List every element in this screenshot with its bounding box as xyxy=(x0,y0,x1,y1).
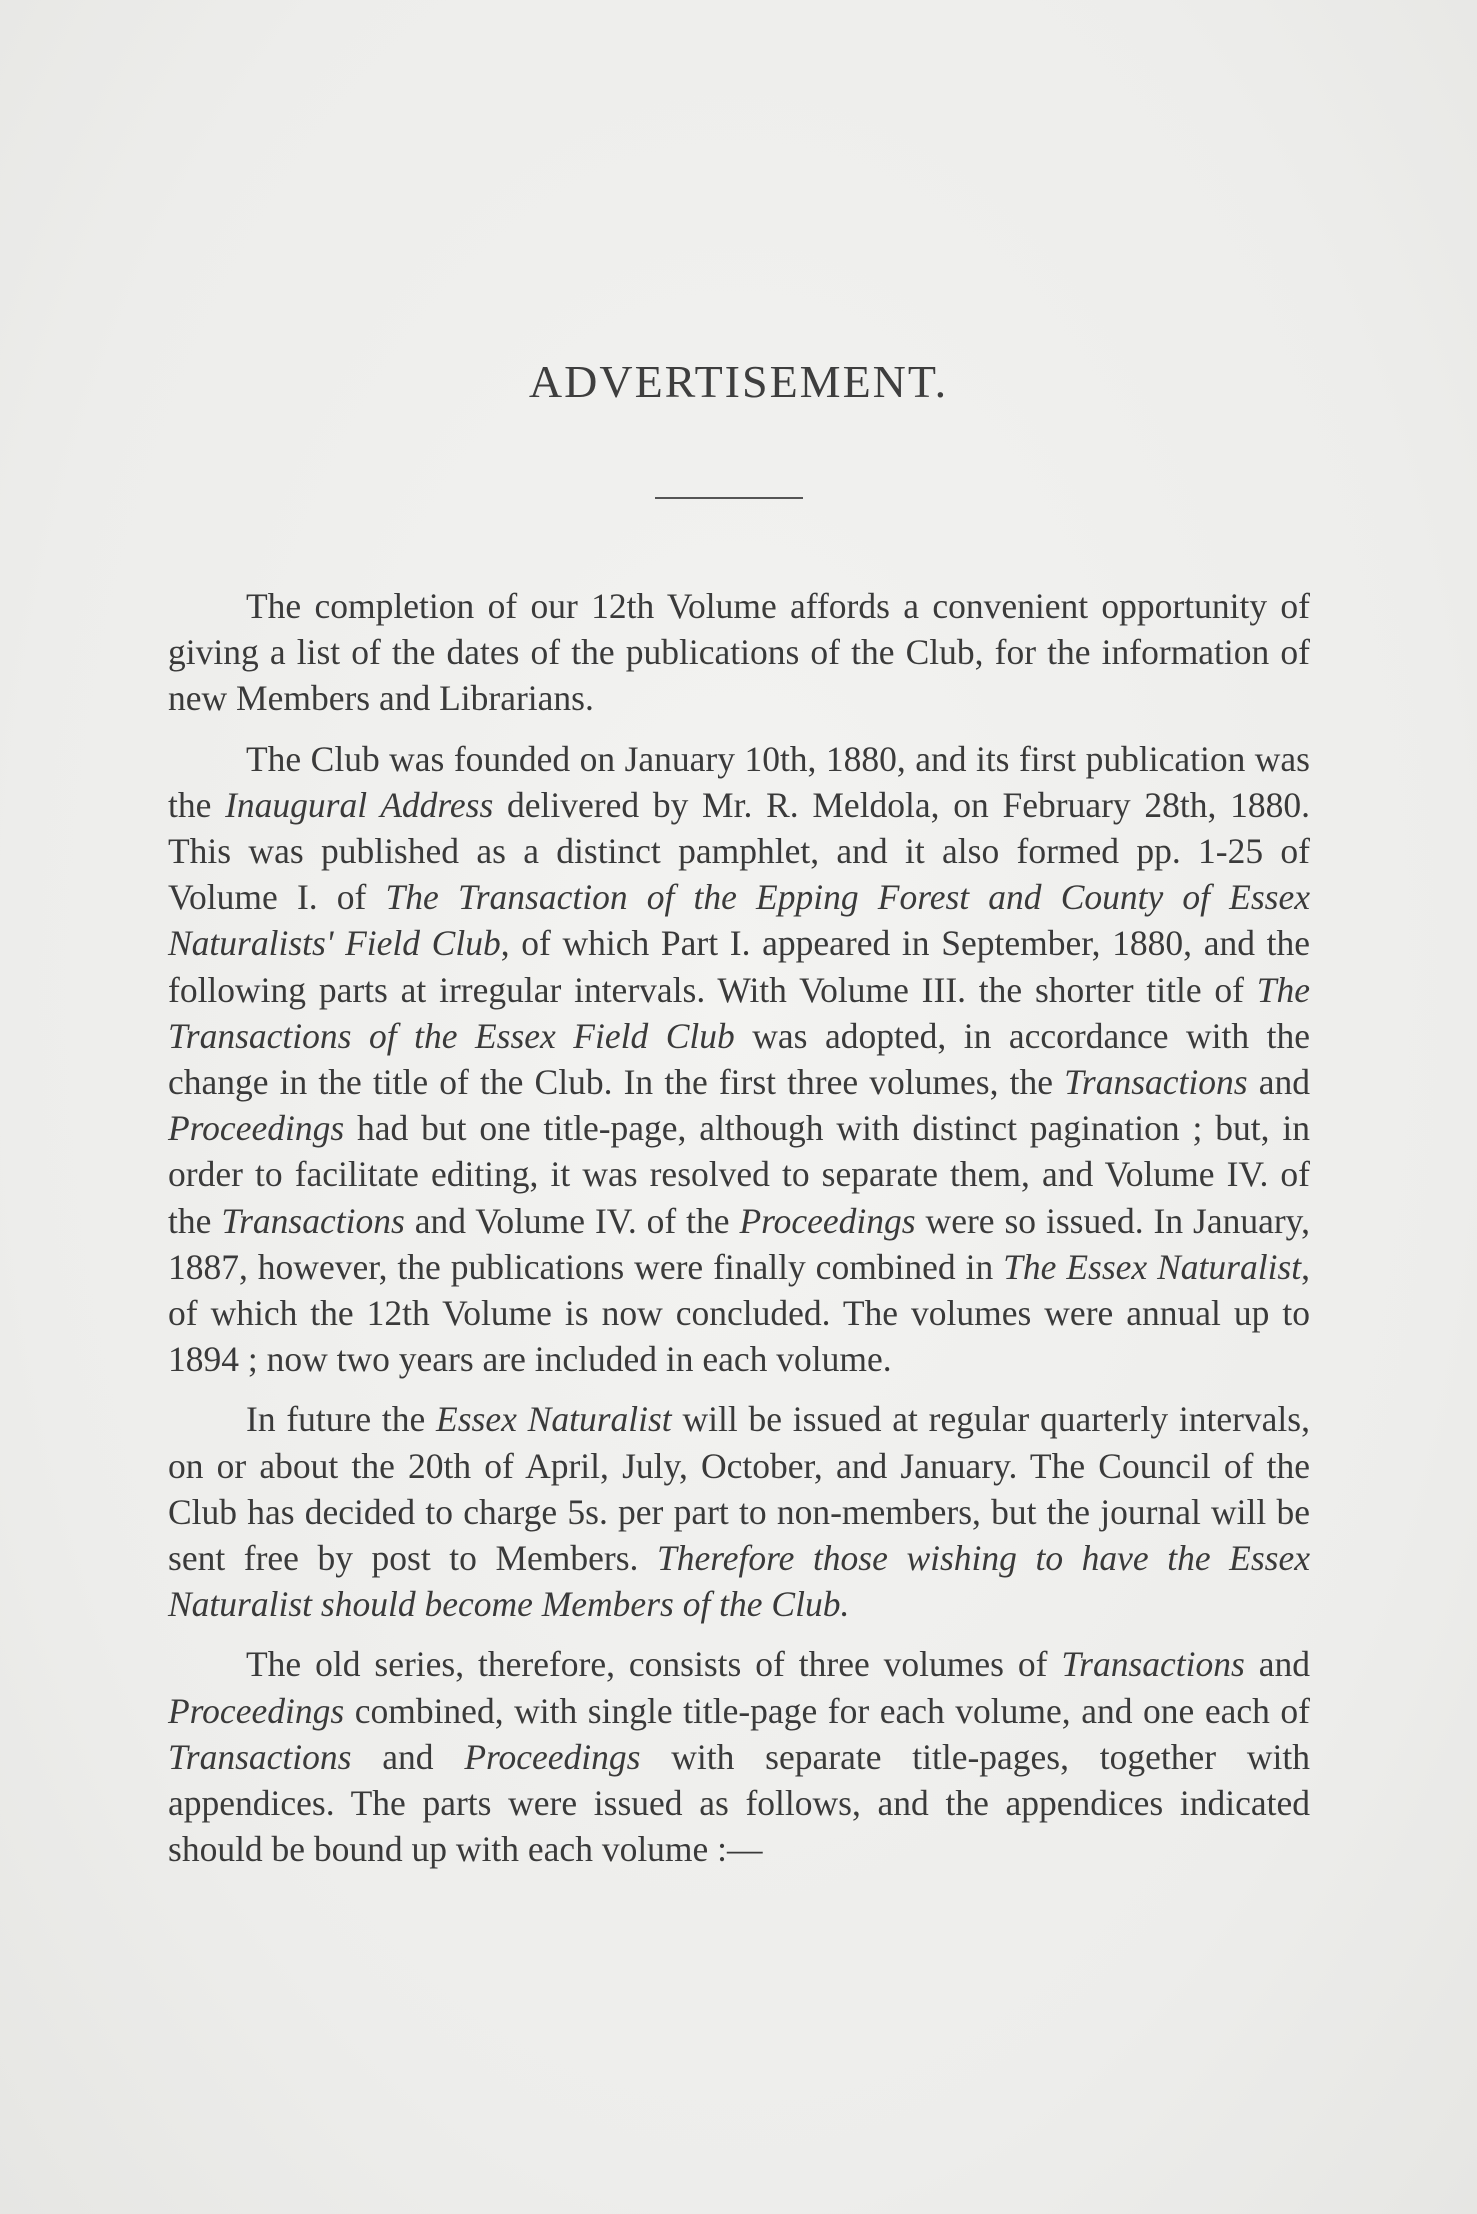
italic-text: Proceedings xyxy=(464,1736,641,1777)
paragraph xyxy=(168,1641,1310,1872)
italic-text: Transactions xyxy=(221,1200,405,1241)
italic-text: Therefore those wishing to have the Essex Naturalist should become Members of the Club. xyxy=(168,1538,1310,1625)
text-run: and xyxy=(351,1736,465,1777)
text-run: had but one title-page, although with distinct pagination ; but, in order to facilitate editing, it was resolved to separate them, and Volume IV. of the xyxy=(168,1108,1310,1241)
italic-text: Essex Naturalist xyxy=(436,1399,672,1440)
text-run: , of which Part I. appeared in September, 1880, and the following parts at irregular intervals. With Volume III. the shorter title of xyxy=(168,923,1310,1010)
italic-text: The Transactions of the Essex Field Club xyxy=(168,969,1310,1056)
text-run: was adopted, in accordance with the change in the title of the Club. In the first three volumes, the xyxy=(168,1015,1310,1103)
paragraph xyxy=(168,1396,1310,1627)
text-run: combined, with single title-page for each volume, and one each of xyxy=(344,1690,1310,1731)
italic-text: Transactions xyxy=(1064,1062,1248,1103)
text-run: delivered by Mr. R. Meldola, on February 28th, 1880. This was published as a distinct pamphlet, and it also formed pp. 1-25 of Volume I. of xyxy=(168,784,1310,918)
text-run: The Club was founded on January 10th, 1880, and its first publication was the xyxy=(168,738,1310,825)
text-run: and xyxy=(1247,1062,1310,1103)
italic-text: Transactions xyxy=(1061,1644,1245,1685)
text-run: were so issued. In January, 1887, however, the publications were finally combined in xyxy=(168,1200,1310,1287)
italic-text: Inaugural Address xyxy=(225,784,494,825)
italic-text: The Essex Naturalist xyxy=(1003,1246,1302,1287)
text-run: and Volume IV. of the xyxy=(404,1200,740,1241)
text-run: , of which the 12th Volume is now concluded. The volumes were annual up to 1894 ; now two years are included in each volume. xyxy=(168,1246,1310,1380)
text-run: with separate title-pages, together with appendices. The parts were issued as follows, and the appendices indicated should be bound up with each volume :— xyxy=(168,1736,1310,1870)
text-run: The old series, therefore, consists of three volumes of xyxy=(246,1644,1062,1685)
paragraph xyxy=(168,583,1310,722)
page-title: ADVERTISEMENT. xyxy=(528,356,949,407)
text-run: and xyxy=(1244,1644,1310,1685)
text-run: The completion of our 12th Volume affords a convenient opportunity of giving a list of the dates of the publications of the Club, for the information of new Members and Librarians. xyxy=(168,586,1310,719)
paragraph xyxy=(168,736,1310,1383)
text-run: will be issued at regular quarterly intervals, on or about the 20th of April, July, October, and January. The Council of the Club has decided to charge 5s. per part to non-members, but the journal will be sent free by post to Members. xyxy=(168,1399,1310,1579)
italic-text: Proceedings xyxy=(168,1108,345,1149)
italic-text: Transactions xyxy=(168,1736,352,1777)
italic-text: The Transaction of the Epping Forest and County of Essex Naturalists' Field Club xyxy=(168,877,1310,964)
body-text xyxy=(168,583,1310,1886)
italic-text: Proceedings xyxy=(739,1200,916,1241)
text-run: In future the xyxy=(246,1399,437,1440)
title-divider xyxy=(655,497,803,499)
italic-text: Proceedings xyxy=(168,1690,345,1731)
